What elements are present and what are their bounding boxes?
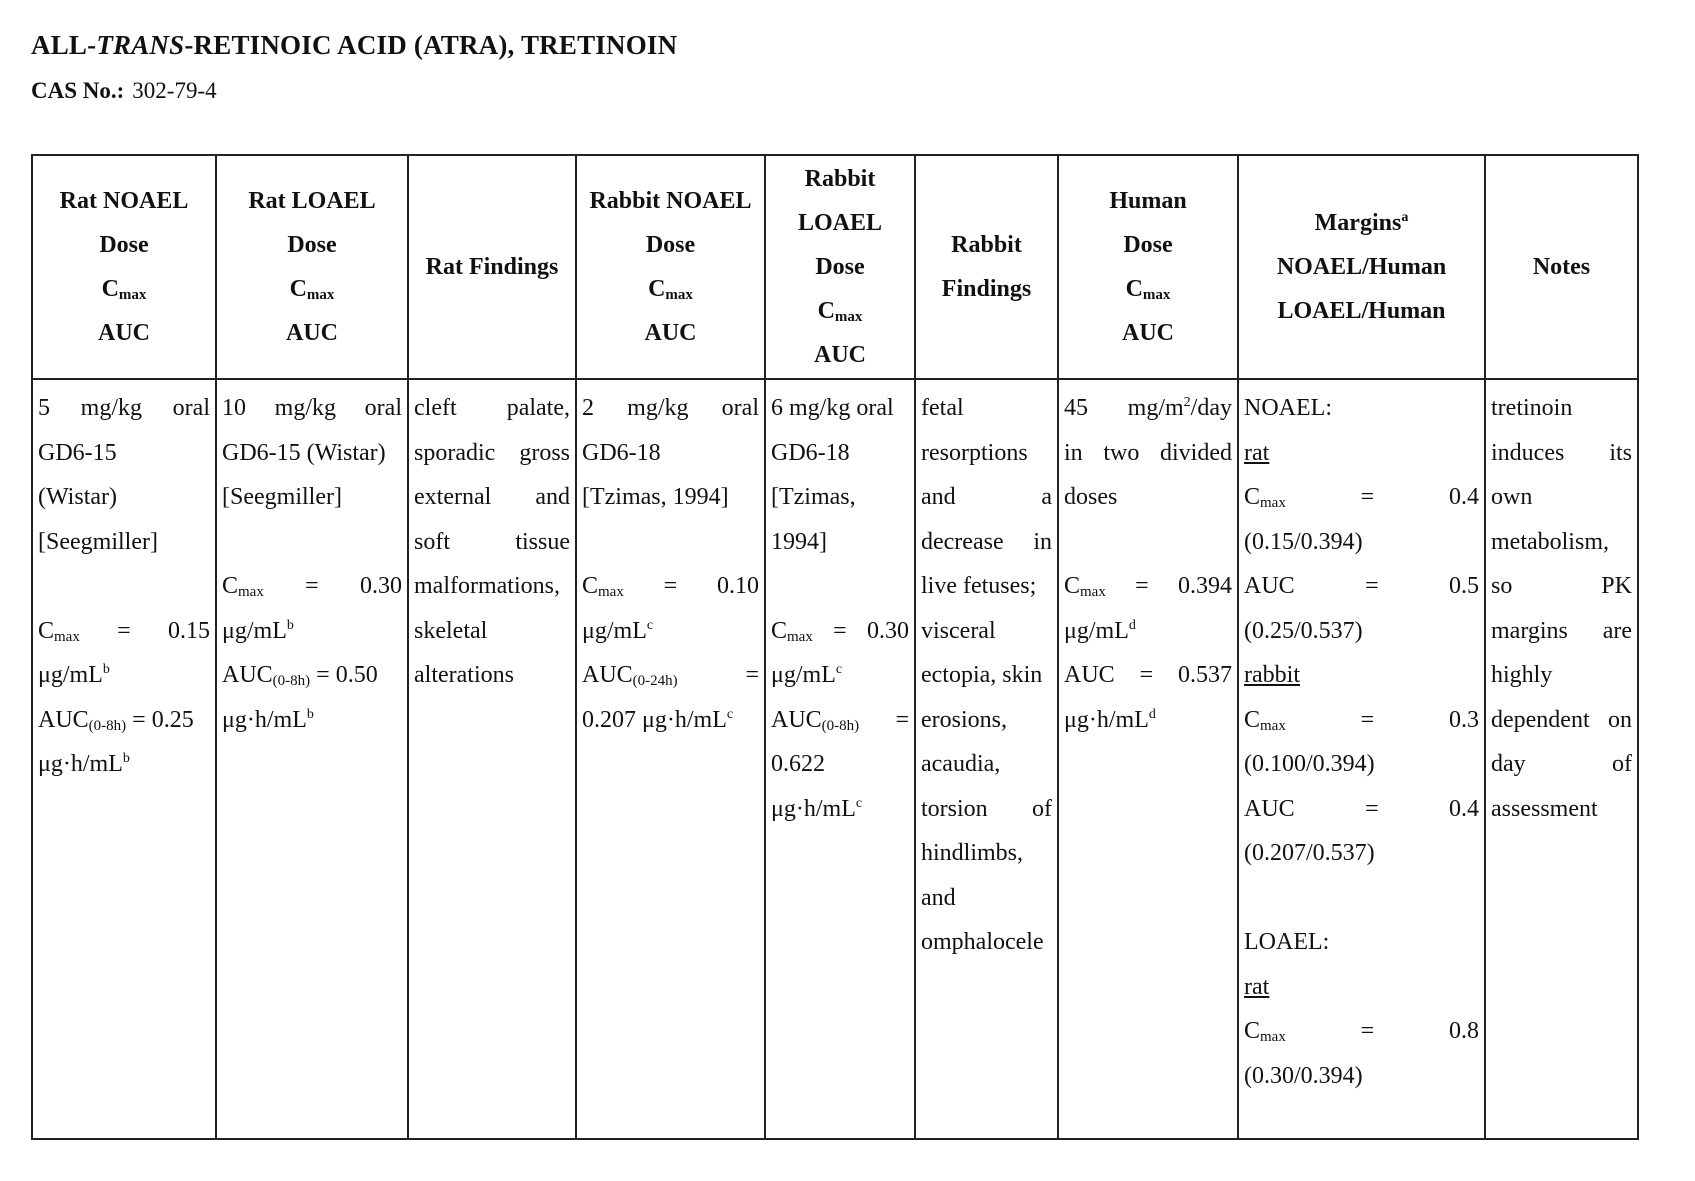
header-rat-noael: Rat NOAEL Dose $C_{max}$ AUC <box>32 155 216 379</box>
header-rat-loael: Rat LOAEL Dose $C_{max}$ AUC <box>216 155 408 379</box>
cell-rabbit-noael: 2 mg/kg oral GD6-18 [Tzimas, 1994] $C_{max} = 0.10$ $\mu g/mL^c$ $AUC_{(0-24h)}$ = 0.207 $\mu g\cdot h/mL^c$ <box>576 379 765 1139</box>
cell-margins: NOAEL: rat $C_{max} = 0.4$ (0.15/0.394) AUC = 0.5 (0.25/0.537) rabbit $C_{max} = 0.3$ (0.100/0.394) AUC = 0.4 (0.207/0.537) LOAEL: rat $C_{max} = 0.8$ (0.30/0.394) <box>1238 379 1485 1139</box>
cas-label: CAS No.: <box>31 78 125 103</box>
cell-notes: tretinoin induces its own metabolism, so PK margins are highly dependent on day of assessment <box>1485 379 1638 1139</box>
document-title: ALL-TRANS-RETINOIC ACID (ATRA), TRETINOIN <box>31 30 678 60</box>
cell-human: 45 $mg/m^2$/day in two divided doses $C_{max} = 0.394$ $\mu g/mL^d$ AUC = 0.537 $\mu g\cdot h/mL^d$ <box>1058 379 1238 1139</box>
header-notes: Notes <box>1485 155 1638 379</box>
cell-rat-loael: 10 mg/kg oral GD6-15 (Wistar) [Seegmiller] $C_{max} = 0.30$ $\mu g/mL^b$ $AUC_{(0-8h)} = 0.50$ $\mu g\cdot h/mL^b$ <box>216 379 408 1139</box>
header-human: Human Dose $C_{max}$ AUC <box>1058 155 1238 379</box>
cas-number <box>31 78 217 104</box>
header-rabbit-noael: Rabbit NOAEL Dose $C_{max}$ AUC <box>576 155 765 379</box>
cell-rat-findings: cleft palate, sporadic gross external and soft tissue malformations, skeletal alterations <box>408 379 576 1139</box>
header-margins: Margins$^a$ NOAEL/Human LOAEL/Human <box>1238 155 1485 379</box>
cell-rat-noael: 5 mg/kg oral GD6-15 (Wistar) [Seegmiller] $C_{max} = 0.15$ $\mu g/mL^b$ $AUC_{(0-8h)} = 0.25$ $\mu g\cdot h/mL^b$ <box>32 379 216 1139</box>
header-rabbit-loael: Rabbit LOAEL Dose $C_{max}$ AUC <box>765 155 915 379</box>
cell-rabbit-findings: fetal resorptions and a decrease in live fetuses; visceral ectopia, skin erosions, acaudia, torsion of hindlimbs, and omphalocele <box>915 379 1058 1139</box>
table-row <box>32 379 1638 1139</box>
data-table <box>31 154 1639 1140</box>
cell-rabbit-loael: 6 mg/kg oral GD6-18 [Tzimas, 1994] $C_{max} = 0.30$ $\mu g/mL^c$ $AUC_{(0-8h)}$ = 0.622 $\mu g\cdot h/mL^c$ <box>765 379 915 1139</box>
header-row <box>32 155 1638 379</box>
header-rabbit-findings: Rabbit Findings <box>915 155 1058 379</box>
cas-value: 302-79-4 <box>132 78 217 103</box>
header-rat-findings: Rat Findings <box>408 155 576 379</box>
